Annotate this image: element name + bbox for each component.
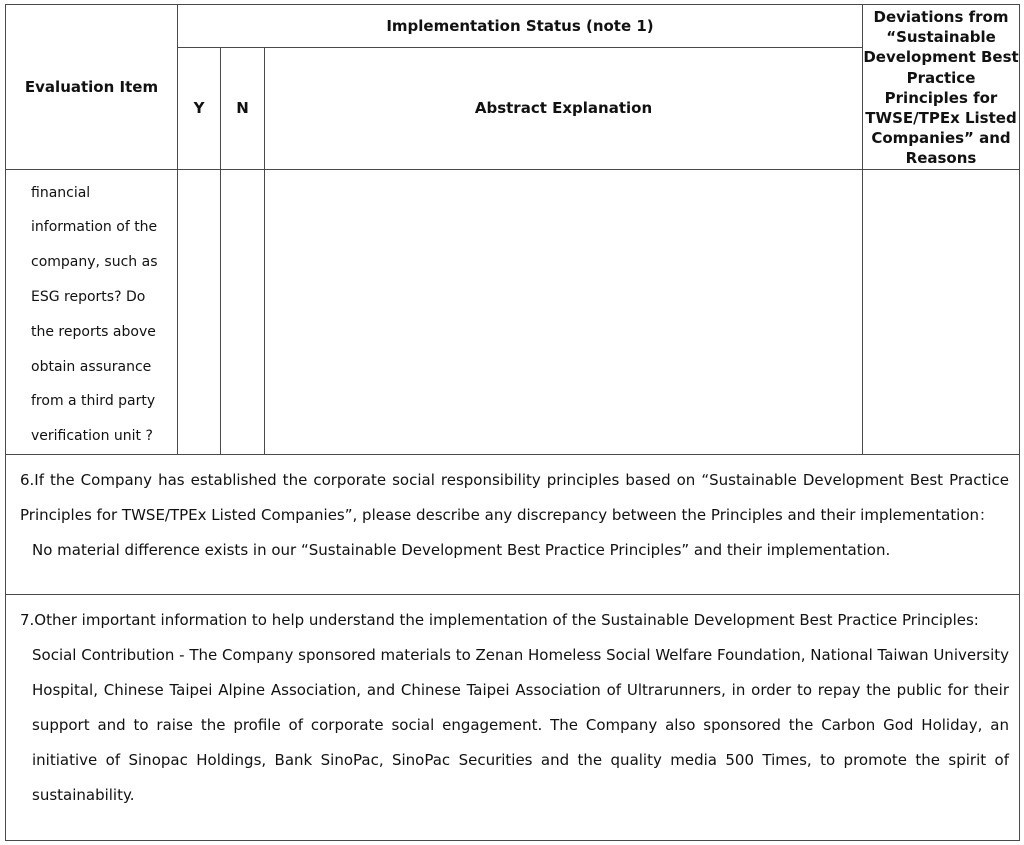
discrepancy-question: 6.If the Company has established the corporate social responsibility principles based on “Sustainable Development Best Practice Principles for TWSE/TPEx Listed Companies”, please describe any discrepancy between the Principles and their implementation： <box>20 471 1009 524</box>
y-column-header: Y <box>178 47 221 169</box>
y-cell <box>178 169 221 454</box>
other-information-answer: Social Contribution - The Company sponsored materials to Zenan Homeless Social Welfare Foundation, National Taiwan University Hospital, Chinese Taipei Alpine Association, and Chinese Taipei Association of Ultrarunners, in order to repay the public for their support and to raise the profile of corporate social engagement. The Company also sponsored the Carbon God Holiday, an initiative of Sinopac Holdings, Bank SinoPac, SinoPac Securities and the quality media 500 Times, to promote the spirit of sustainability. <box>32 646 1009 804</box>
deviations-header: Deviations from “Sustainable Development Best Practice Principles for TWSE/TPEx Listed Companies” and Reasons <box>863 5 1020 170</box>
n-column-header: N <box>221 47 265 169</box>
evaluation-item-cell: financial information of the company, such as ESG reports? Do the reports above obtain assurance from a third party verification unit ? <box>6 169 178 454</box>
table-row <box>6 595 1020 841</box>
abstract-cell <box>265 169 863 454</box>
n-cell <box>221 169 265 454</box>
implementation-status-header: Implementation Status (note 1) <box>178 5 863 48</box>
other-information-question: 7.Other important information to help understand the implementation of the Sustainable Development Best Practice Principles: <box>20 611 979 629</box>
table-row <box>6 169 1020 454</box>
deviation-cell <box>863 169 1020 454</box>
discrepancy-cell <box>6 455 1020 595</box>
table-row <box>6 455 1020 595</box>
discrepancy-answer: No material difference exists in our “Sustainable Development Best Practice Principles” and their implementation. <box>32 541 891 559</box>
evaluation-table <box>5 4 1020 841</box>
abstract-explanation-header: Abstract Explanation <box>265 47 863 169</box>
evaluation-item-header: Evaluation Item <box>6 5 178 170</box>
other-information-cell <box>6 595 1020 841</box>
